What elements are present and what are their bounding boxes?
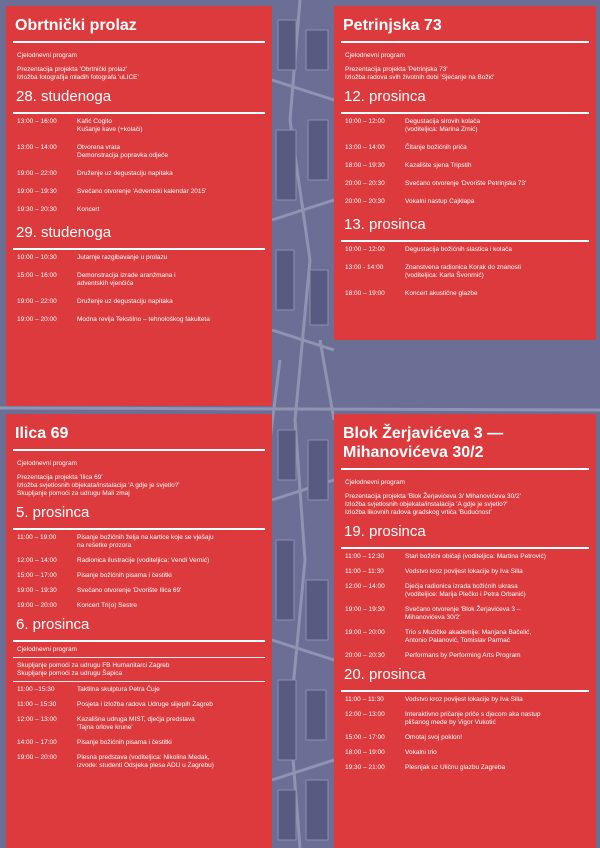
divider (13, 640, 265, 642)
event-text: Pisanje božićnih želja na kartice koje se vješaju na rešetke prozora (77, 534, 214, 549)
event-time: 12:00 – 14:00 (17, 557, 57, 564)
event-row (17, 701, 265, 709)
event-text: Svečano otvorenje 'Adventski kalendar 2015' (77, 188, 207, 195)
event-text: Druženje uz degustaciju napitaka (77, 298, 173, 305)
day-heading: 29. studenoga (16, 224, 112, 241)
event-time: 11:00 – 11:30 (345, 568, 384, 575)
day-heading: 19. prosinca (344, 523, 426, 540)
all-day-text: Prezentacija projekta 'Blok Žerjavićeva 3/ Mihanovićeva 30/2' Izložba svjetlosnih objekata/instalacija 'A gdje je svjetlo?' Izložba likovnih radova gradskog vrtića 'Budućnost' (345, 493, 521, 516)
event-row (17, 534, 265, 550)
event-row (345, 264, 589, 280)
all-day-label: Cjelodnevni program (17, 646, 77, 653)
event-time: 11:00 –15:30 (17, 686, 55, 693)
event-row (345, 246, 589, 254)
panel-ilica-69 (6, 414, 272, 848)
event-row (17, 716, 265, 732)
all-day-text: Prezentacija projekta 'Ilica 69' Izložba svjetlosnih objekata/instalacija 'A gdje je svjetlo?' Skupljanje pomoći za udrugu Mali zmaj (17, 474, 180, 497)
divider (13, 248, 265, 250)
event-time: 19:00 – 20:00 (17, 754, 57, 761)
panel-title: Petrinjska 73 (343, 17, 442, 34)
panel-title: Blok Žerjavićeva 3 — Mihanovićeva 30/2 (343, 425, 504, 461)
divider (341, 240, 589, 242)
divider (13, 41, 265, 43)
all-day-text: Prezentacija projekta 'Petrinjska 73' Izložba radova svih životnih dobi 'Sjećanje na Božić' (345, 66, 495, 81)
event-time: 11:00 – 15:30 (17, 701, 57, 708)
day-heading: 12. prosinca (344, 88, 426, 105)
event-time: 19:00 – 20:00 (17, 602, 57, 609)
event-time: 11:00 – 12:30 (345, 553, 385, 560)
event-text: Koncert Tri(o) Sestre (77, 602, 137, 609)
event-row (345, 198, 589, 206)
event-time: 14:00 – 17:00 (17, 739, 57, 746)
event-row (17, 316, 265, 324)
event-row (345, 764, 589, 772)
event-row (345, 711, 589, 727)
divider (341, 547, 589, 549)
all-day-text: Prezentacija projekta 'Obrtnički prolaz' Izložba fotografija mladih fotografa 'uLICE' (17, 66, 139, 81)
event-time: 19:00 – 20:00 (17, 316, 57, 323)
event-time: 15:00 – 16:00 (17, 272, 57, 279)
all-day-label: Cjelodnevni program (17, 460, 77, 467)
event-text: Znanstvena radionica Korak do znanosti (voditeljica: Karla Švonrnić) (405, 264, 521, 279)
event-text: Dječja radionica izrada božićnih ukrasa (voditeljice: Marija Plečko i Petra Orbanić) (405, 583, 526, 598)
event-time: 19:00 – 22:00 (17, 298, 57, 305)
event-text: Otvorena vrata Demonstracija popravka odjeće (77, 144, 169, 159)
event-time: 13:00 – 14:00 (345, 144, 385, 151)
event-row (345, 118, 589, 134)
event-row (345, 606, 589, 622)
event-text: Svečano otvorenje 'Dvorište Ilica 69' (77, 587, 182, 594)
divider (341, 112, 589, 114)
event-row (17, 587, 265, 595)
panel-obrtnicki-prolaz (6, 6, 272, 406)
event-row (345, 144, 589, 152)
divider (13, 449, 265, 451)
panel-blok-zerjaviceva (334, 414, 596, 848)
event-text: Radionica ilustracije (voditeljica: Vendi Vernić) (77, 557, 210, 564)
event-time: 20:00 – 20:30 (345, 180, 385, 187)
all-day-label: Cjelodnevni program (345, 52, 405, 59)
event-text: Posjeta i izložba radova Udruge slijepih Zagreb (77, 701, 213, 708)
event-time: 18:00 – 19:00 (345, 290, 385, 297)
divider (13, 681, 265, 682)
event-text: Pisanje božićnih pisama i čestitki (77, 739, 172, 746)
event-time: 12:00 – 13:00 (17, 716, 57, 723)
event-text: Plesnjak uz Uličnu glazbu Zagreba (405, 764, 506, 771)
panel-title: Ilica 69 (15, 425, 69, 442)
event-time: 18:00 – 19:00 (345, 749, 385, 756)
event-text: Svečano otvorenje 'Blok Žerjavićeva 3 – Mihanovićeva 30/2' (405, 606, 521, 621)
event-row (17, 739, 265, 747)
panel-title: Obrtnički prolaz (15, 17, 137, 34)
event-text: Čitanje božićnih priča (405, 144, 467, 151)
event-text: Jutarnje razgibavanje u prolazu (77, 254, 168, 261)
event-text: Kazalište sjena Tripstih (405, 162, 472, 169)
event-time: 20:00 – 20:30 (345, 198, 385, 205)
event-row (17, 602, 265, 610)
event-time: 19:30 – 20:30 (17, 206, 57, 213)
event-time: 11:00 – 19:00 (17, 534, 57, 541)
event-row (345, 568, 589, 576)
event-text: Performans by Performing Arts Program (405, 652, 521, 659)
event-row (17, 170, 265, 178)
event-time: 20:00 – 20:30 (345, 652, 385, 659)
event-row (345, 696, 589, 704)
event-text: Plesna predstava (voditeljica: Nikolina Medak, izvode: studenti Odsjeka plesa ADU u Zagrebu) (77, 754, 214, 769)
event-text: Pisanje božićnih pisama i čestitki (77, 572, 172, 579)
event-time: 18:00 – 19:30 (345, 162, 385, 169)
event-row (17, 298, 265, 306)
event-time: 10:00 – 12:00 (345, 246, 385, 253)
event-row (345, 290, 589, 298)
event-text: Interaktivno pričanje priče s djecom aka nastup plišanog mede by Vigor Vukotić (405, 711, 541, 726)
divider (341, 41, 589, 43)
event-time: 10:00 – 10:30 (17, 254, 57, 261)
event-time: 13:00 – 14:00 (17, 144, 57, 151)
event-time: 11:00 – 11:30 (345, 696, 384, 703)
event-row (17, 118, 265, 134)
panel-petrinjska-73 (334, 6, 596, 340)
event-time: 19:00 – 19:30 (345, 606, 385, 613)
divider (341, 468, 589, 470)
day-heading: 13. prosinca (344, 216, 426, 233)
event-text: Kafić Cogito Kušanje kave (+kolači) (77, 118, 143, 133)
divider (13, 657, 265, 658)
event-text: Vodstvo kroz povijest lokacije by Iva Silla (405, 568, 523, 575)
event-text: Kazališna udruga MIST, dječja predstava 'Tajna orlove krune' (77, 716, 195, 731)
event-row (345, 180, 589, 188)
event-row (345, 629, 589, 645)
event-text: Vokalni trio (405, 749, 437, 756)
day-heading: 5. prosinca (16, 504, 90, 521)
event-text: Vodstvo kroz povijest lokacije by Iva Silla (405, 696, 523, 703)
event-time: 12:00 – 13:00 (345, 711, 385, 718)
event-row (17, 686, 265, 694)
event-time: 15:00 – 17:00 (345, 734, 385, 741)
event-text: Vokalni nastup Cajklapa (405, 198, 475, 205)
event-row (345, 652, 589, 660)
event-text: Demonstracija izrade aranžmana i adventskih vjenčića (77, 272, 176, 287)
event-row (345, 734, 589, 742)
event-time: 19:30 – 21:00 (345, 764, 385, 771)
event-row (345, 583, 589, 599)
event-row (17, 254, 265, 262)
event-text: Svečano otvorenje 'Dvorište Petrinjska 73' (405, 180, 527, 187)
event-time: 19:00 – 19:30 (17, 188, 57, 195)
event-text: Stari božićni običaji (voditeljica: Martina Petrović) (405, 553, 546, 560)
event-text: Trio s Muzičke akademije: Manjana Bačelić, Antonio Palanović, Tomislav Parmač (405, 629, 532, 644)
event-row (17, 572, 265, 580)
event-time: 10:00 – 12:00 (345, 118, 385, 125)
event-time: 13:00 - 14:00 (345, 264, 384, 271)
event-row (17, 754, 265, 770)
event-text: Degustacija sirovih kolača (voditeljica: Marina Zrnić) (405, 118, 481, 133)
day-heading: 28. studenoga (16, 88, 112, 105)
event-row (17, 206, 265, 214)
event-row (17, 557, 265, 565)
event-row (345, 553, 589, 561)
event-text: Druženje uz degustaciju napitaka (77, 170, 173, 177)
event-row (17, 272, 265, 288)
divider (13, 112, 265, 114)
event-text: Degustacija božićnih slastica i kolača (405, 246, 512, 253)
event-time: 19:00 – 20:00 (345, 629, 385, 636)
event-time: 12:00 – 14:00 (345, 583, 385, 590)
event-time: 19:00 – 22:00 (17, 170, 57, 177)
all-day-label: Cjelodnevni program (17, 52, 77, 59)
event-row (345, 162, 589, 170)
event-text: Taktilna skulptura Petra Čuje (77, 686, 160, 693)
event-text: Modna revija Tekstilno – tehnološkog fakulteta (77, 316, 210, 323)
event-time: 15:00 – 17:00 (17, 572, 57, 579)
all-day-text: Skupljanje pomoći za udrugu FB Humanitarci Zagreb Skupljanje pomoći za udrugu Šapica (17, 662, 170, 677)
event-row (17, 144, 265, 160)
divider (13, 528, 265, 530)
event-row (345, 749, 589, 757)
event-time: 13:00 – 16:00 (17, 118, 57, 125)
day-heading: 6. prosinca (16, 616, 90, 633)
all-day-label: Cjelodnevni program (345, 479, 405, 486)
event-time: 19:00 – 19:30 (17, 587, 57, 594)
event-text: Omotaj svoj poklon! (405, 734, 463, 741)
event-text: Koncert akustične glazbe (405, 290, 478, 297)
event-text: Koncert (77, 206, 100, 213)
day-heading: 20. prosinca (344, 666, 426, 683)
divider (341, 690, 589, 692)
event-row (17, 188, 265, 196)
